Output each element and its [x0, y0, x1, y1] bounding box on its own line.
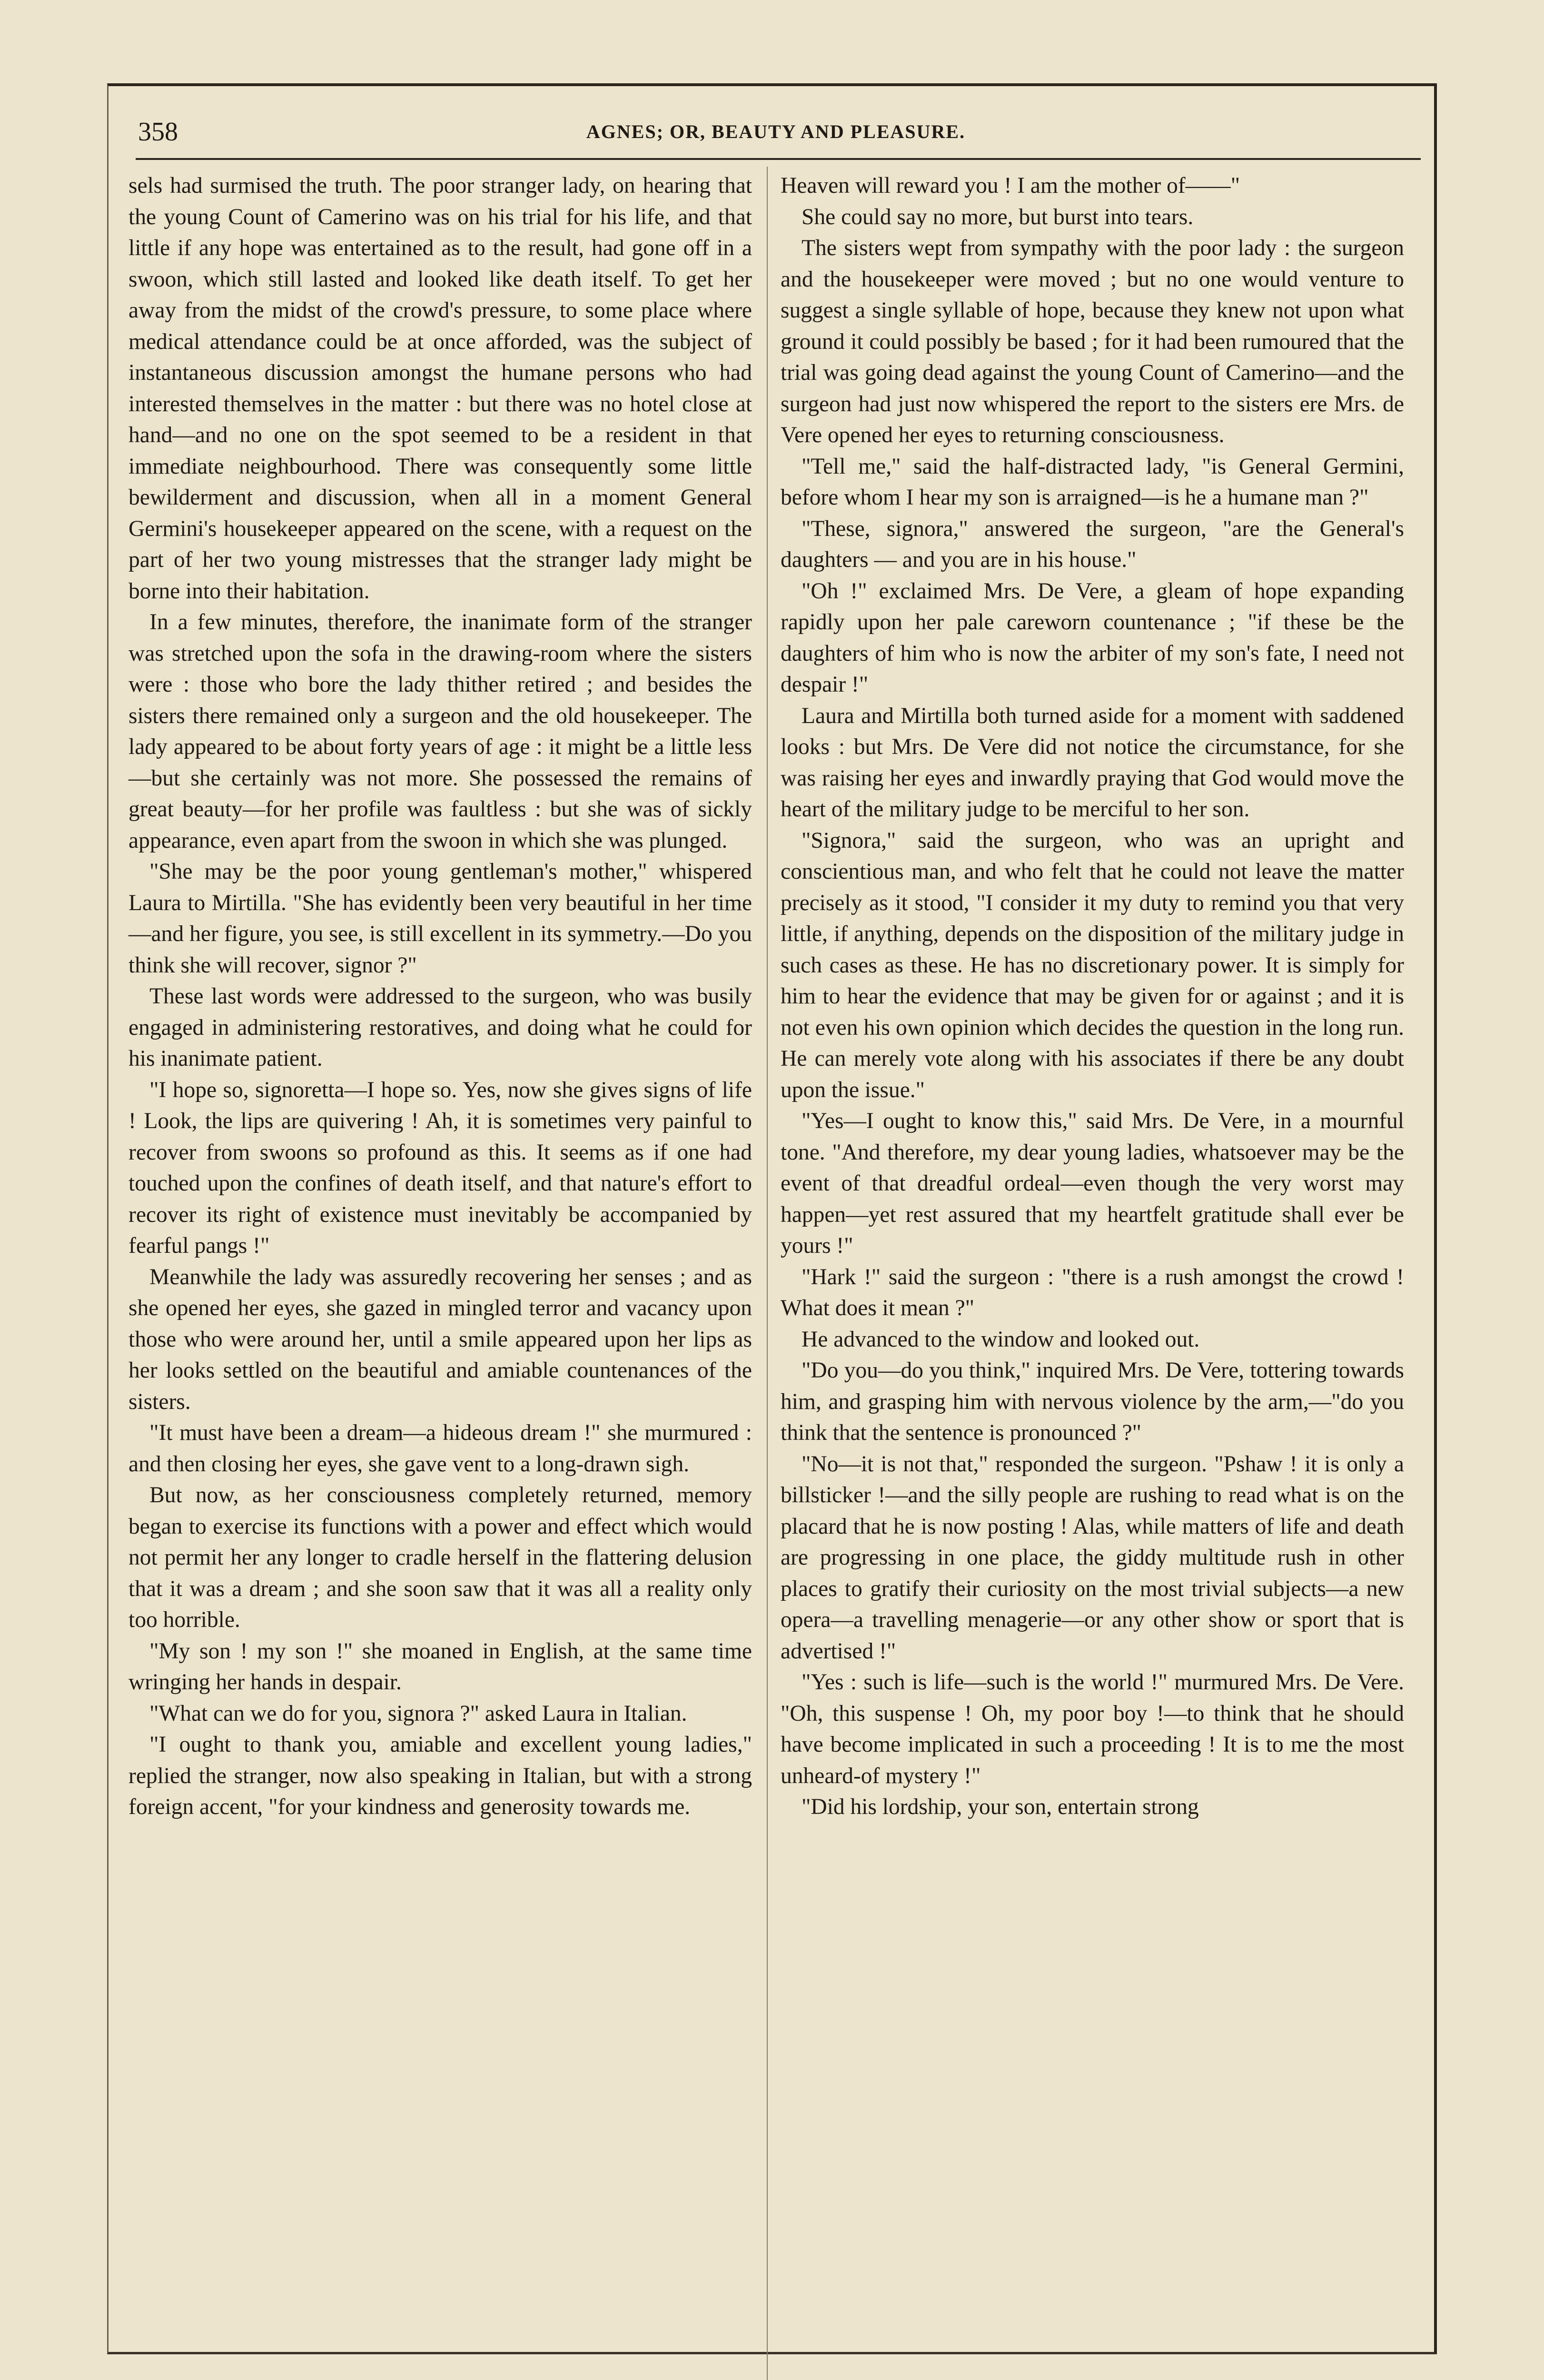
paragraph: "Tell me," said the half-distracted lady, "is General Germini, before whom I hear my son is arraigned—is he a humane man ?"	[781, 454, 1404, 510]
paragraph: Heaven will reward you ! I am the mother of——"	[781, 173, 1240, 198]
column-divider	[767, 167, 768, 2380]
page-header	[138, 110, 1414, 153]
paragraph: "Hark !" said the surgeon : "there is a rush amongst the crowd ! What does it mean ?"	[781, 1264, 1404, 1320]
paragraph: These last words were addressed to the surgeon, who was busily engaged in administering restoratives, and doing what he could for his inanimate patient.	[129, 984, 752, 1071]
right-column	[781, 170, 1404, 1823]
paragraph: "Do you—do you think," inquired Mrs. De Vere, tottering towards him, and grasping him with nervous violence by the arm,—"do you think that the sentence is pronounced ?"	[781, 1358, 1404, 1445]
paragraph: "No—it is not that," responded the surgeon. "Pshaw ! it is only a billsticker !—and the silly people are rushing to read what is on the placard that he is now posting ! Alas, while matters of life and death are progressing in one place, the giddy multitude rush in other places to gratify their curiosity on the most trivial subjects—a new opera—a travelling menagerie—or any other show or sport that is advertised !"	[781, 1451, 1404, 1664]
running-title: AGNES; OR, BEAUTY AND PLEASURE.	[586, 121, 966, 142]
header-rule	[136, 158, 1421, 160]
paragraph: "Yes—I ought to know this," said Mrs. De Vere, in a mournful tone. "And therefore, my dear young ladies, whatsoever may be the event of that dreadful ordeal—even though the very worst may happen—yet rest assured that my heartfelt gratitude shall ever be yours !"	[781, 1109, 1404, 1258]
paragraph: He advanced to the window and looked out.	[802, 1327, 1200, 1352]
left-column	[129, 170, 752, 1823]
page-number: 358	[138, 117, 178, 147]
paragraph: "Yes : such is life—such is the world !" murmured Mrs. De Vere. "Oh, this suspense ! Oh, my poor boy !—to think that he should have become implicated in such a proceeding ! It is to me the most unheard-of mystery !"	[781, 1670, 1404, 1788]
paragraph: "She may be the poor young gentleman's mother," whispered Laura to Mirtilla. "She has evidently been very beautiful in her time—and her figure, you see, is still excellent in its symmetry.—Do you think she will recover, signor ?"	[129, 859, 752, 978]
paragraph: Laura and Mirtilla both turned aside for a moment with saddened looks : but Mrs. De Vere did not notice the circumstance, for she was raising her eyes and inwardly praying that God would move the heart of the military judge to be merciful to her son.	[781, 703, 1404, 822]
paragraph: sels had surmised the truth. The poor stranger lady, on hearing that the young Count of Camerino was on his trial for his life, and that little if any hope was entertained as to the result, had gone off in a swoon, which still lasted and looked like death itself. To get her away from the midst of the crowd's pressure, to some place where medical attendance could be at once afforded, was the subject of instantaneous discussion amongst the humane persons who had interested themselves in the matter : but there was no hotel close at hand—and no one on the spot seemed to be a resident in that immediate neighbourhood. There was consequently some little bewilderment and discussion, when all in a moment General Germini's housekeeper appeared on the scene, with a request on the part of her two young mistresses that the stranger lady might be borne into their habitation.	[129, 173, 752, 604]
paragraph: "What can we do for you, signora ?" asked Laura in Italian.	[149, 1701, 687, 1726]
paragraph: "It must have been a dream—a hideous dream !" she murmured : and then closing her eyes, she gave vent to a long-drawn sigh.	[129, 1420, 752, 1477]
paragraph: "Oh !" exclaimed Mrs. De Vere, a gleam of hope expanding rapidly upon her pale careworn countenance ; "if these be the daughters of him who is now the arbiter of my son's fate, I need not despair !"	[781, 578, 1404, 697]
paragraph: The sisters wept from sympathy with the poor lady : the surgeon and the housekeeper were moved ; but no one would venture to suggest a single syllable of hope, because they knew not upon what ground it could possibly be based ; for it had been rumoured that the trial was going dead against the young Count of Camerino—and the surgeon had just now whispered the report to the sisters ere Mrs. de Vere opened her eyes to returning consciousness.	[781, 236, 1404, 447]
paragraph: She could say no more, but burst into tears.	[802, 204, 1194, 229]
paragraph: "My son ! my son !" she moaned in English, at the same time wringing her hands in despair.	[129, 1638, 752, 1695]
paragraph: "I ought to thank you, amiable and excellent young ladies," replied the stranger, now also speaking in Italian, but with a strong foreign accent, "for your kindness and generosity towards me.	[129, 1732, 752, 1819]
paragraph: In a few minutes, therefore, the inanimate form of the stranger was stretched upon the sofa in the drawing-room where the sisters were : those who bore the lady thither retired ; and besides the sisters there remained only a surgeon and the old housekeeper. The lady appeared to be about forty years of age : it might be a little less—but she certainly was not more. She possessed the remains of great beauty—for her profile was faultless : but she was of sickly appearance, even apart from the swoon in which she was plunged.	[129, 610, 752, 853]
paragraph: Meanwhile the lady was assuredly recovering her senses ; and as she opened her eyes, she gazed in mingled terror and vacancy upon those who were around her, until a smile appeared upon her lips as her looks settled on the beautiful and amiable countenances of the sisters.	[129, 1264, 752, 1414]
paragraph: "I hope so, signoretta—I hope so. Yes, now she gives signs of life ! Look, the lips are quivering ! Ah, it is sometimes very painful to recover from swoons so profound as this. It seems as if one had touched upon the confines of death itself, and that nature's effort to recover its right of existence must inevitably be accompanied by fearful pangs !"	[129, 1077, 752, 1258]
paragraph: "These, signora," answered the surgeon, "are the General's daughters — and you are in his house."	[781, 516, 1404, 572]
paragraph: "Signora," said the surgeon, who was an upright and conscientious man, and who felt that he could not leave the matter precisely as it stood, "I consider it my duty to remind you that very little, if anything, depends on the disposition of the military judge in such cases as these. He has no discretionary power. It is simply for him to hear the evidence that may be given for or against ; and it is not even his own opinion which decides the question in the long run. He can merely vote along with his associates if there be any doubt upon the issue."	[781, 828, 1404, 1102]
paragraph: But now, as her consciousness completely returned, memory began to exercise its functions with a power and effect which would not permit her any longer to cradle herself in the flattering delusion that it was a dream ; and she soon saw that it was all a reality only too horrible.	[129, 1483, 752, 1632]
paragraph: "Did his lordship, your son, entertain strong	[802, 1795, 1199, 1819]
